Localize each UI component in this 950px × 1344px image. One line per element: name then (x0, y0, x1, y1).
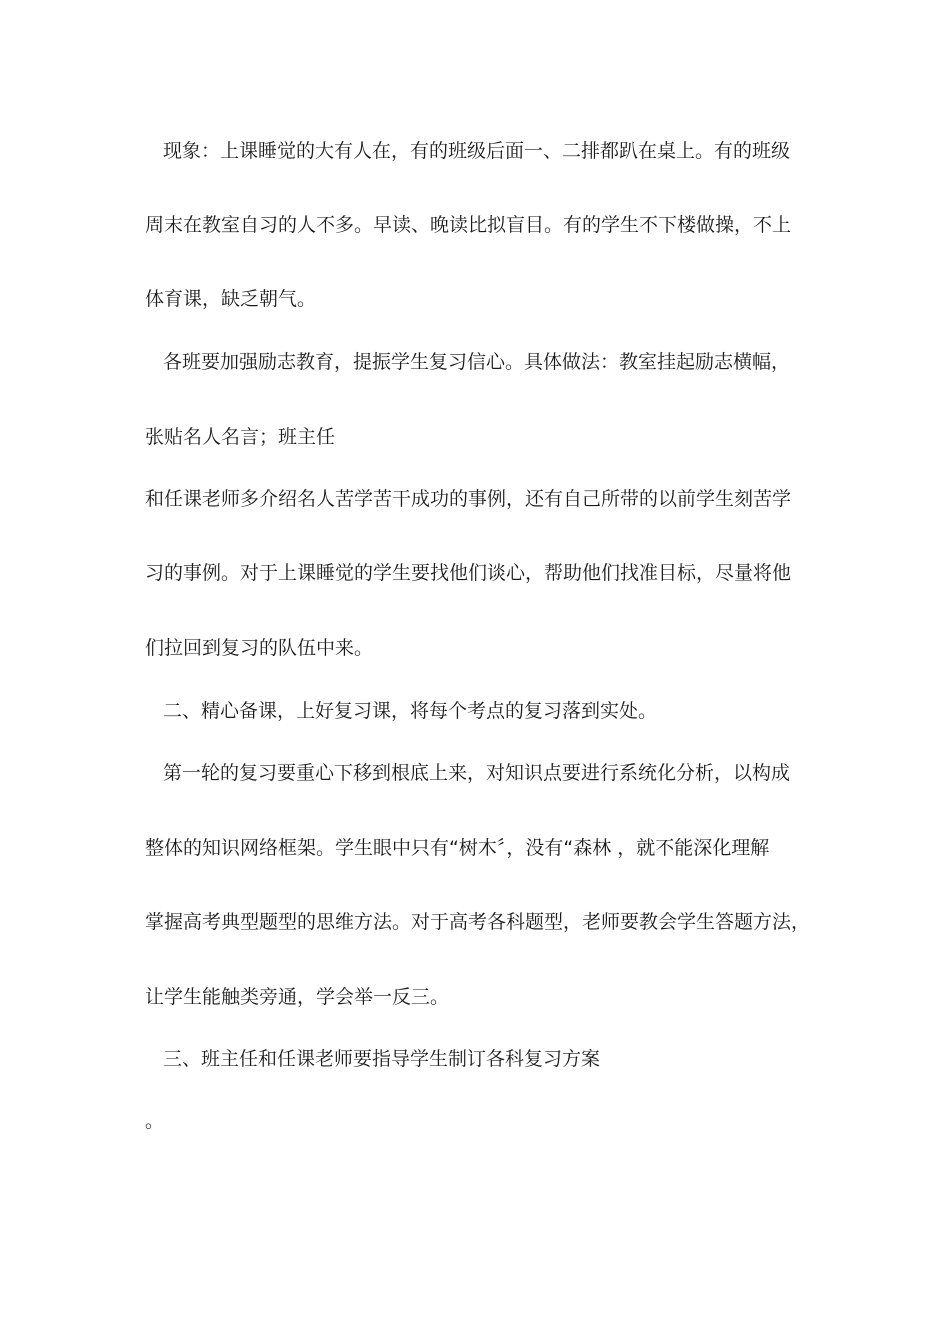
paragraph-line: 各班要加强励志教育，提振学生复习信心。具体做法：教室挂起励志横幅， (163, 351, 791, 373)
paragraph-line: 周末在教室自习的人不多。早读、晚读比拟盲目。有的学生不下楼做操，不上 (145, 214, 792, 236)
paragraph-line: 们拉回到复习的队伍中来。 (145, 637, 374, 659)
section-heading: 二、精心备课，上好复习课，将每个考点的复习落到实处。 (163, 700, 658, 722)
paragraph-line: 习的事例。对于上课睡觉的学生要找他们谈心，帮助他们找准目标，尽量将他 (145, 562, 792, 584)
paragraph-line: 张贴名人名言；班主任 (145, 426, 336, 448)
paragraph-line: 掌握高考典型题型的思维方法。对于高考各科题型，老师要教会学生答题方法， (145, 911, 811, 933)
paragraph-line: 让学生能触类旁通，学会举一反三。 (145, 986, 450, 1008)
paragraph-line: 。 (145, 1110, 165, 1132)
paragraph-line: 现象：上课睡觉的大有人在，有的班级后面一、二排都趴在桌上。有的班级 (163, 140, 791, 162)
paragraph-line: 体育课，缺乏朝气。 (145, 288, 317, 310)
paragraph-line: 整体的知识网络框架。学生眼中只有“树木〞，没有“森林 ，就不能深化理解 (145, 837, 770, 859)
section-heading: 三、班主任和任课老师要指导学生制订各科复习方案 (163, 1048, 601, 1070)
paragraph-line: 第一轮的复习要重心下移到根底上来，对知识点要进行系统化分析，以构成 (163, 762, 791, 784)
paragraph-line: 和任课老师多介绍名人苦学苦干成功的事例，还有自己所带的以前学生刻苦学 (145, 488, 792, 510)
